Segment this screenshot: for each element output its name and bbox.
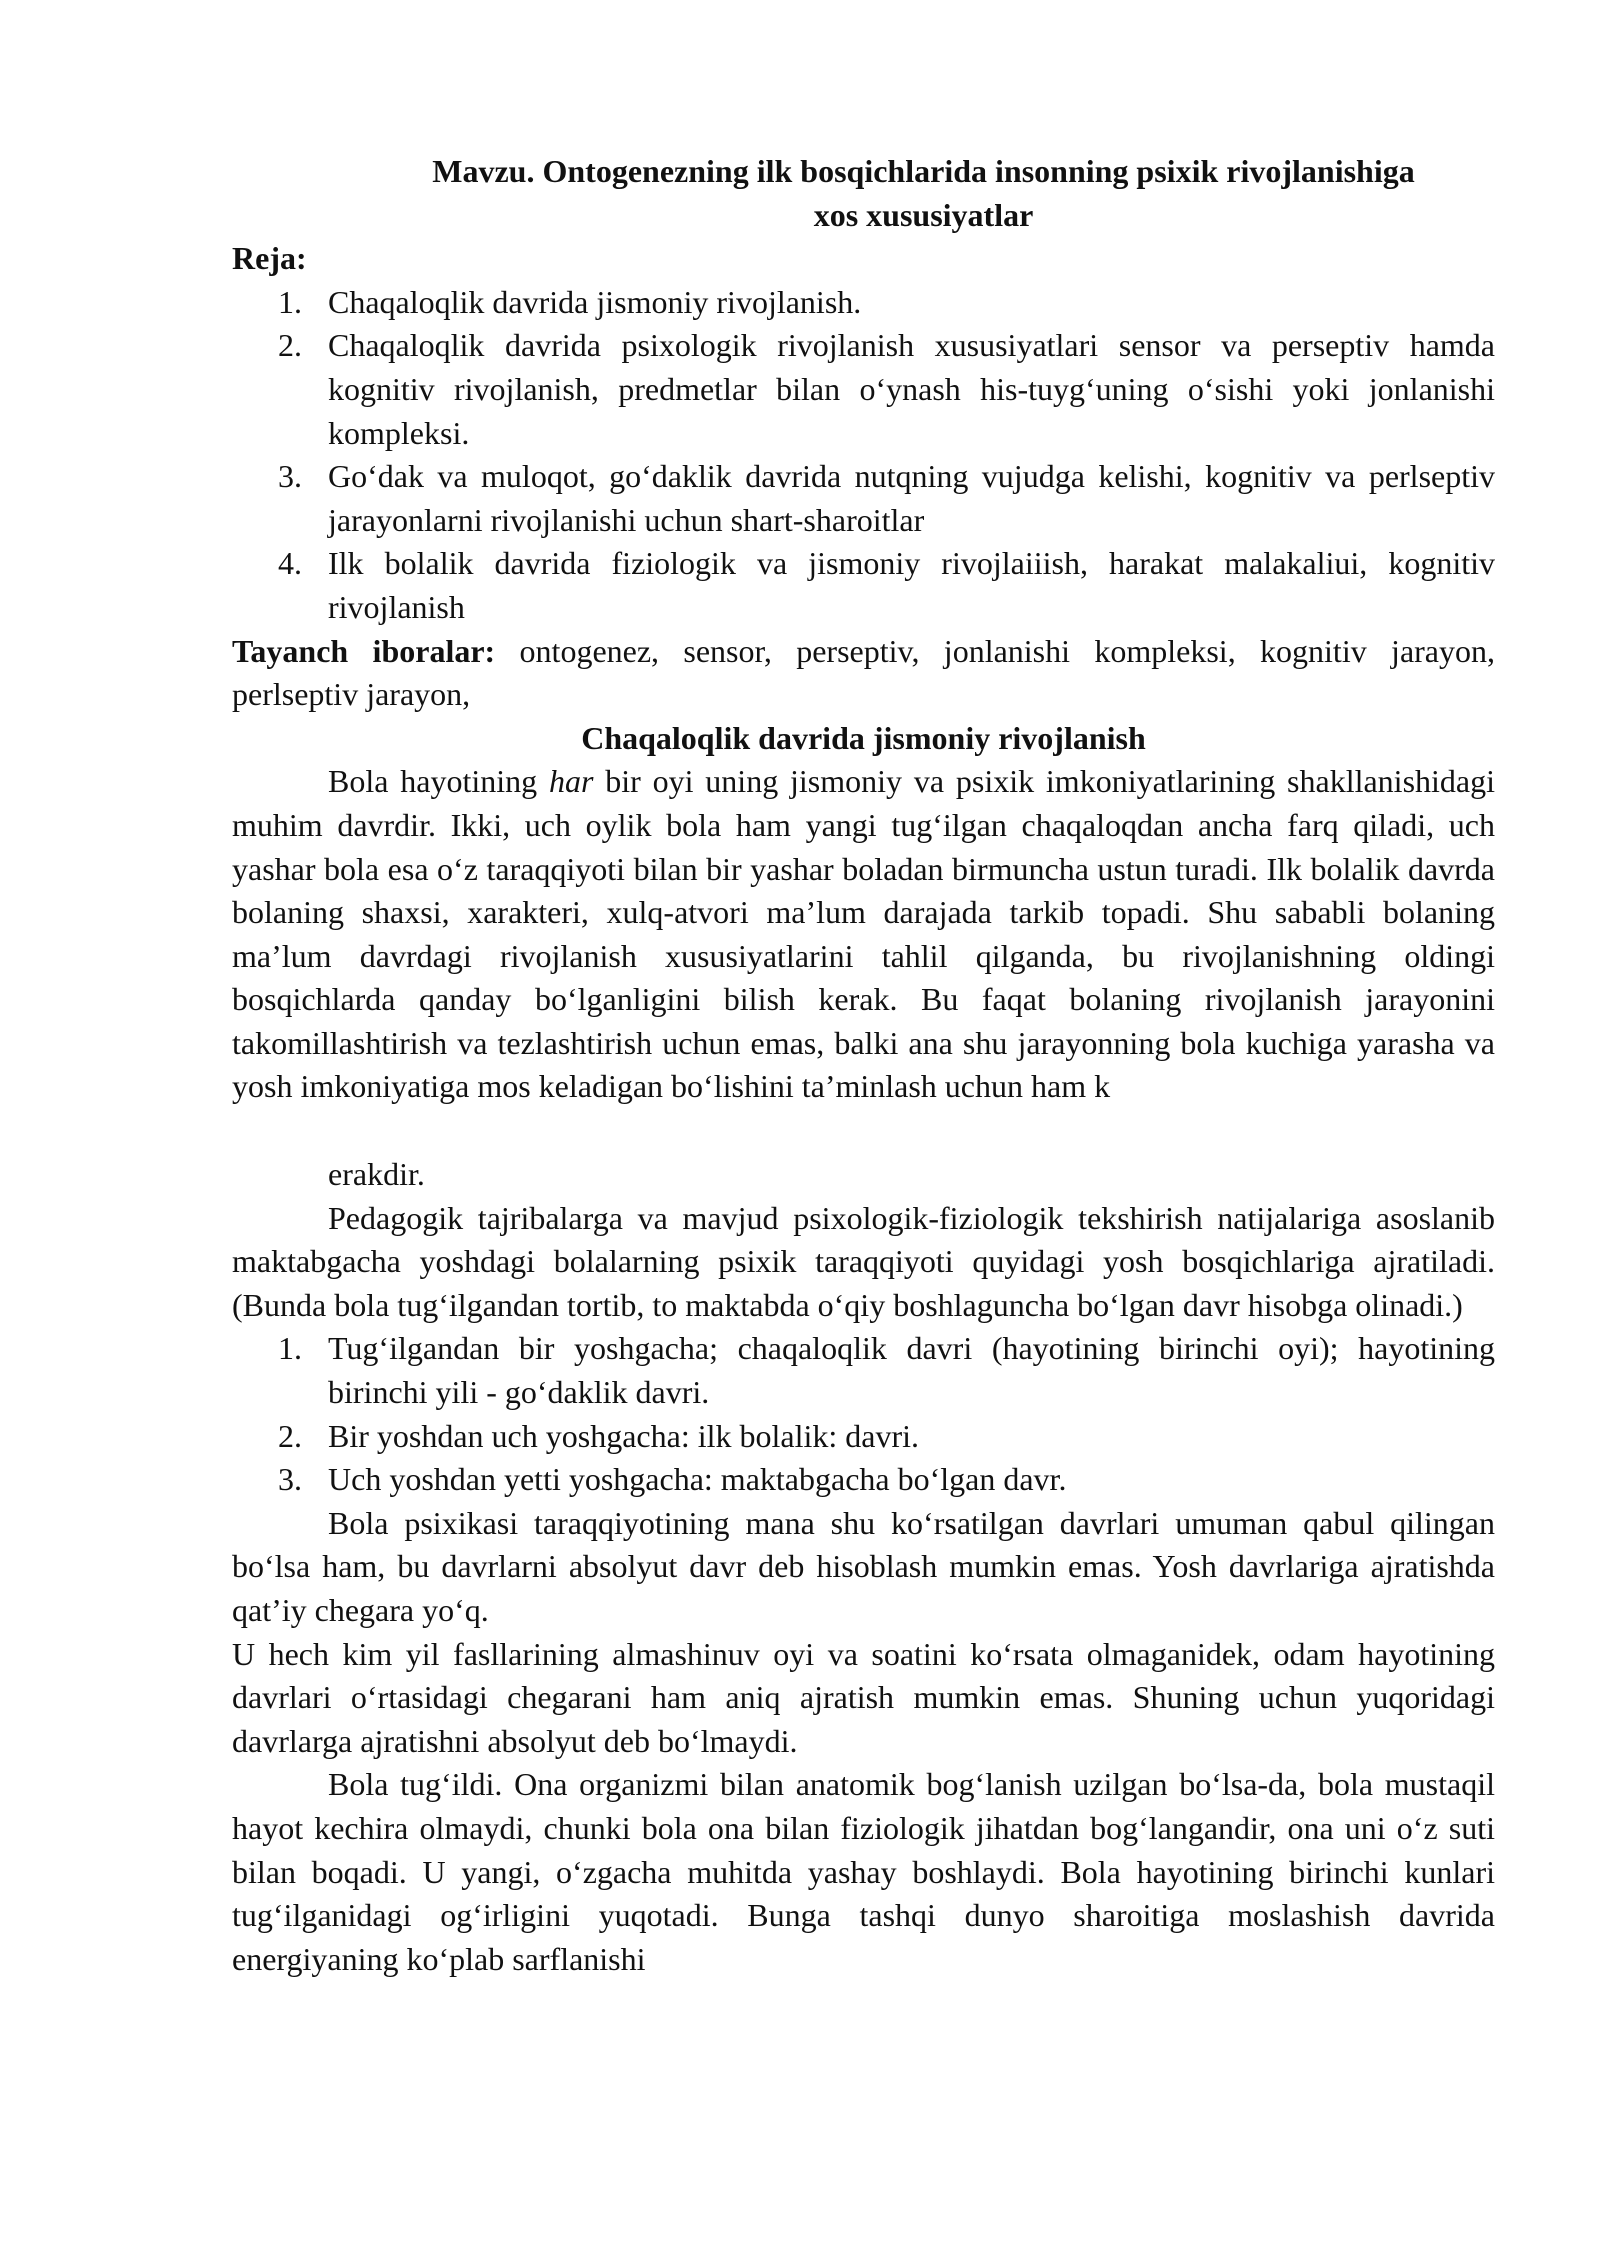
list-item-text: Tug‘ilgandan bir yoshgacha; chaqaloqlik davri (hayotining birinchi oyi); hayotining birinchi yili - go‘daklik davri. bbox=[328, 1330, 1495, 1411]
paragraph-1-continuation: erakdir. bbox=[328, 1156, 425, 1193]
list-item-text: Chaqaloqlik davrida psixologik rivojlanish xususiyatlari sensor va perseptiv hamda kognitiv rivojlanish, predmetlar bilan o‘ynash his-tuyg‘uning o‘sishi yoki jonlanishi kompleksi. bbox=[328, 327, 1495, 451]
list-item-text: Ilk bolalik davrida fiziologik va jismoniy rivojlaiiish, harakat malakaliui, kognitiv rivojlanish bbox=[328, 545, 1495, 625]
list-number: 2. bbox=[278, 1417, 302, 1454]
plan-label: Reja: bbox=[232, 240, 307, 277]
document-title bbox=[232, 150, 1495, 237]
list-item bbox=[232, 1415, 1495, 1459]
list-item bbox=[232, 281, 1495, 325]
paragraph-1-rest: bir oyi uning jismoniy va psixik imkoniyatlarining shakllanishidagi muhim davrdir. Ikki, uch oylik bola ham yangi tug‘ilgan chaqaloqdan ancha farq qiladi, uch yashar bola esa o‘z taraqqiyoti bilan bir yashar boladan birmuncha ustun turadi. Ilk bolalik davrda bolaning shaxsi, xarakteri, xulq-atvori ma’lum darajada tarkib topadi. Shu sababli bolaning ma’lum davrdagi rivojlanish xususiyatlarini tahlil qilganda, bu rivojlanishning oldingi bosqichlarda qanday bo‘lganligini bilish kerak. Bu faqat bolaning rivojlanish jarayonini takomillashtirish va tezlashtirish uchun emas, balki ana shu jarayonning bola kuchiga yarasha va yosh imkoniyatiga mos keladigan bo‘lishini ta’minlash uchun ham k bbox=[232, 763, 1496, 1105]
list-number: 2. bbox=[278, 327, 302, 364]
paragraph-5: Bola tug‘ildi. Ona organizmi bilan anatomik bog‘lanish uzilgan bo‘lsa-da, bola mustaqil hayot kechira olmaydi, chunki bola ona bilan fiziologik jihatdan bog‘langandir, ona uni o‘z suti bilan boqadi. U yangi, o‘zgacha muhitda yashay boshlaydi. Bola hayotining birinchi kunlari tug‘ilganidagi og‘irligini yuqotadi. Bunga tashqi dunyo sharoitiga moslashish davrida energiyaning ko‘plab sarflanishi bbox=[232, 1766, 1495, 1977]
list-number: 1. bbox=[278, 283, 302, 320]
list-item bbox=[232, 324, 1495, 455]
plan-list bbox=[232, 281, 1495, 630]
list-item-text: Go‘dak va muloqot, go‘daklik davrida nutqning vujudga kelishi, kognitiv va perlseptiv jarayonlarni rivojlanishi uchun shart-sharoitlar bbox=[328, 458, 1495, 538]
age-stage-list bbox=[232, 1327, 1495, 1501]
key-terms bbox=[232, 630, 1495, 717]
list-item-text: Uch yoshdan yetti yoshgacha: maktabgacha bo‘lgan davr. bbox=[328, 1461, 1067, 1498]
list-item bbox=[232, 455, 1495, 542]
paragraph-1-italic: har bbox=[548, 763, 594, 800]
title-line-1: Mavzu. Ontogenezning ilk bosqichlarida insonning psixik rivojlanishiga bbox=[432, 153, 1415, 189]
key-terms-label: Tayanch iboralar: bbox=[232, 632, 496, 669]
paragraph-2: Pedagogik tajribalarga va mavjud psixologik-fiziologik tekshirish natijalariga asoslanib maktabgacha yoshdagi bolalarning psixik taraqqiyoti quyidagi yosh bosqichlariga ajratiladi.(Bunda bola tug‘ilgandan tortib, to maktabda o‘qiy boshlaguncha bo‘lgan davr hisobga olinadi.) bbox=[232, 1199, 1495, 1323]
paragraph-1-start: Bola hayotining bbox=[328, 763, 549, 800]
list-item-text: Chaqaloqlik davrida jismoniy rivojlanish. bbox=[328, 283, 862, 320]
paragraph-3: Bola psixikasi taraqqiyotining mana shu ko‘rsatilgan davrlari umuman qabul qilingan bo‘lsa ham, bu davrlarni absolyut davr deb hisoblash mumkin emas. Yosh davrlariga ajratishda qat’iy chegara yo‘q. bbox=[232, 1504, 1495, 1628]
paragraph-1 bbox=[232, 760, 1495, 1109]
list-number: 1. bbox=[278, 1330, 302, 1367]
title-line-2: xos xususiyatlar bbox=[813, 196, 1034, 233]
list-item bbox=[232, 542, 1495, 629]
key-terms-text: ontogenez, sensor, perseptiv, jonlanishi kompleksi, kognitiv jarayon, perlseptiv jarayon, bbox=[232, 632, 1496, 713]
list-number: 4. bbox=[278, 545, 302, 582]
list-item bbox=[232, 1458, 1495, 1502]
paragraph-4: U hech kim yil fasllarining almashinuv oyi va soatini ko‘rsata olmaganidek, odam hayotining davrlari o‘rtasidagi chegarani ham aniq ajratish mumkin emas. Shuning uchun yuqoridagi davrlarga ajratishni absolyut deb bo‘lmaydi. bbox=[232, 1635, 1495, 1759]
list-number: 3. bbox=[278, 458, 302, 495]
page-gap bbox=[232, 1109, 1495, 1153]
list-item bbox=[232, 1327, 1495, 1414]
list-number: 3. bbox=[278, 1461, 302, 1498]
list-item-text: Bir yoshdan uch yoshgacha: ilk bolalik: davri. bbox=[328, 1417, 919, 1454]
section-heading: Chaqaloqlik davrida jismoniy rivojlanish bbox=[581, 719, 1146, 756]
